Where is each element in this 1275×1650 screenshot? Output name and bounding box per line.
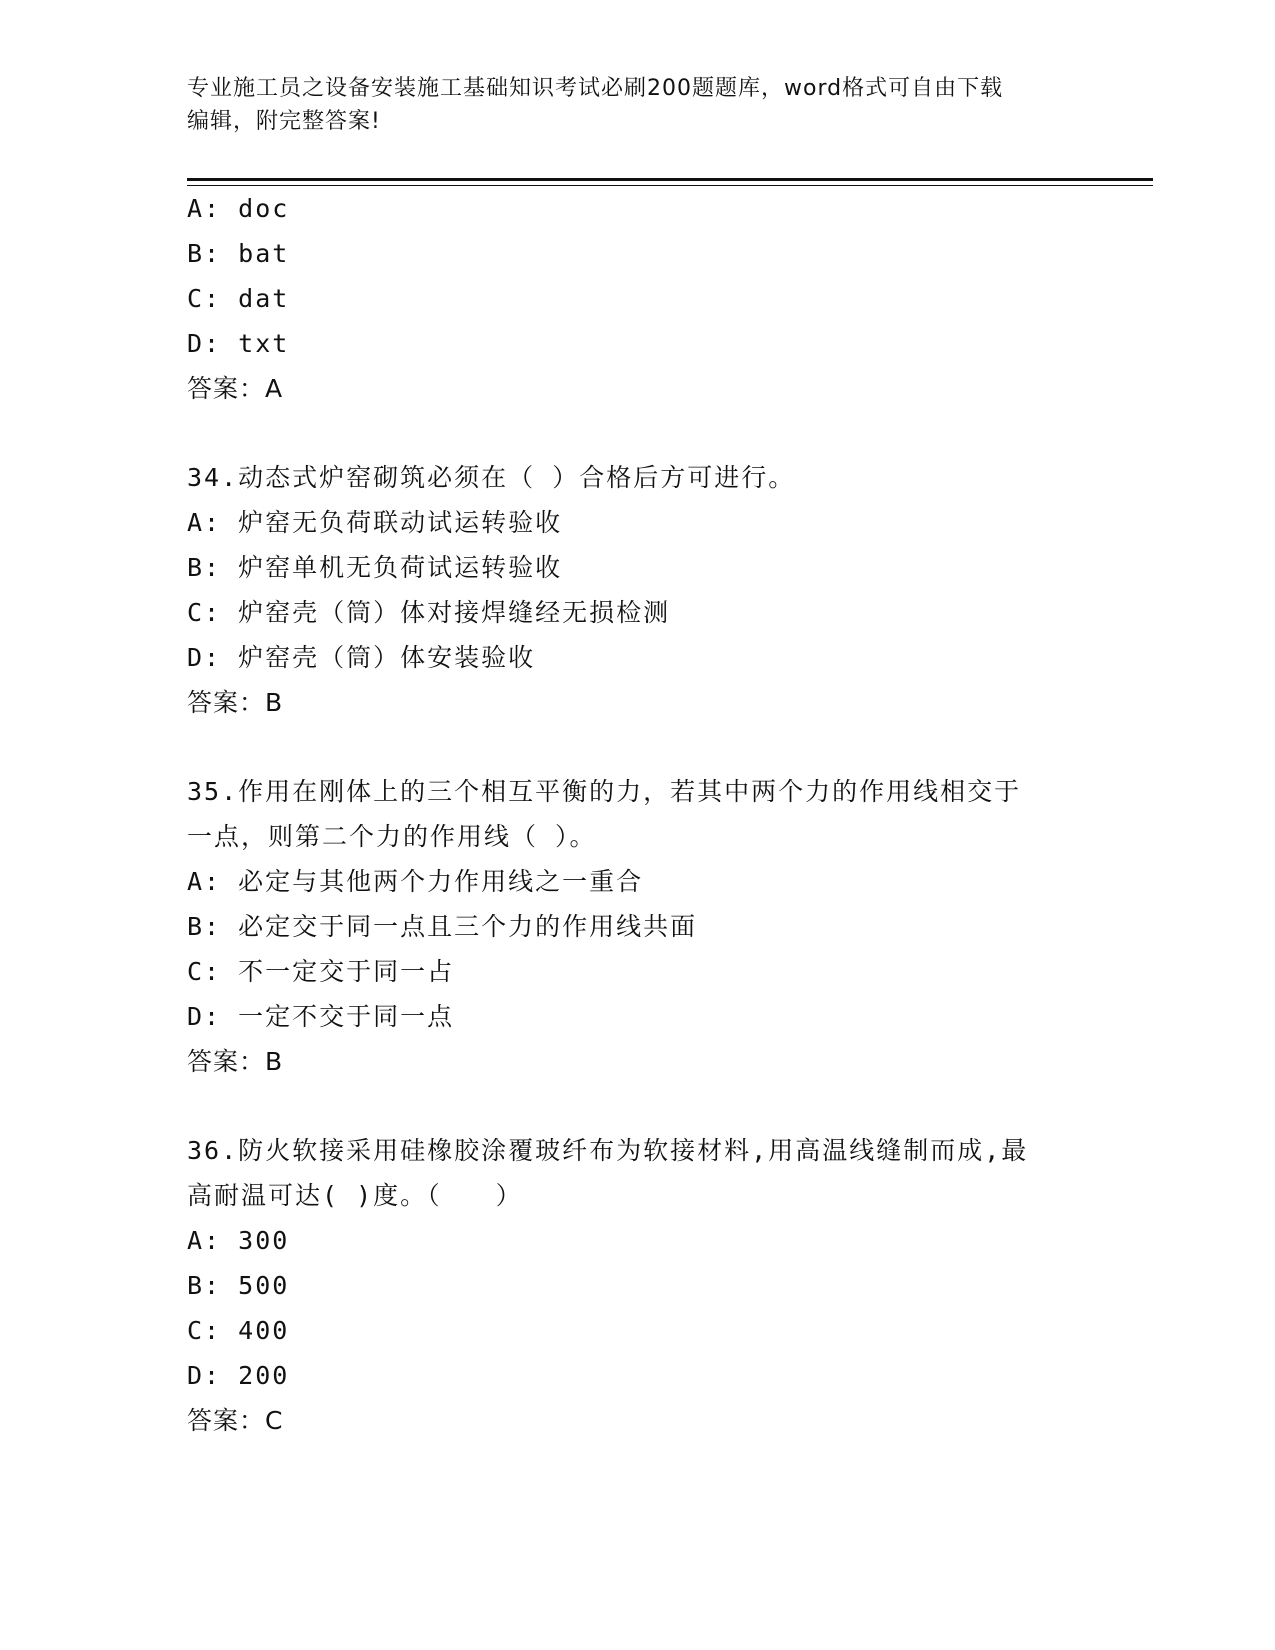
q34-stem: 34.动态式炉窑砌筑必须在（ ）合格后方可进行。 <box>187 463 796 492</box>
q34-option-d: D: 炉窑壳（筒）体安装验收 <box>187 643 536 672</box>
q36-option-a: A: 300 <box>187 1226 290 1255</box>
header-divider-thin <box>187 185 1153 186</box>
q35-option-c: C: 不一定交于同一占 <box>187 957 455 986</box>
q33-option-b: B: bat <box>187 239 290 268</box>
q34-answer: 答案：B <box>187 688 284 717</box>
q35-stem-line-2: 一点，则第二个力的作用线（ ）。 <box>187 822 597 851</box>
q35-option-b: B: 必定交于同一点且三个力的作用线共面 <box>187 912 698 941</box>
q36-option-b: B: 500 <box>187 1271 290 1300</box>
header-title-line-2: 编辑，附完整答案! <box>187 109 381 134</box>
q33-option-d: D: txt <box>187 329 290 358</box>
q35-stem-line-1: 35.作用在刚体上的三个相互平衡的力，若其中两个力的作用线相交于 <box>187 777 1022 806</box>
q34-option-a: A: 炉窑无负荷联动试运转验收 <box>187 508 563 537</box>
q34-option-b: B: 炉窑单机无负荷试运转验收 <box>187 553 563 582</box>
q33-option-a: A: doc <box>187 194 290 223</box>
q35-option-d: D: 一定不交于同一点 <box>187 1002 455 1031</box>
q36-stem-line-1: 36.防火软接采用硅橡胶涂覆玻纤布为软接材料,用高温线缝制而成,最 <box>187 1136 1029 1165</box>
q35-option-a: A: 必定与其他两个力作用线之一重合 <box>187 867 644 896</box>
q35-answer: 答案：B <box>187 1047 284 1076</box>
q34-option-c: C: 炉窑壳（筒）体对接焊缝经无损检测 <box>187 598 671 627</box>
q36-answer: 答案：C <box>187 1406 284 1435</box>
q33-option-c: C: dat <box>187 284 290 313</box>
q36-stem-line-2: 高耐温可达( )度。（ ） <box>187 1181 523 1210</box>
q36-option-d: D: 200 <box>187 1361 290 1390</box>
header-divider-thick <box>187 178 1153 181</box>
document-header <box>187 72 1067 138</box>
header-title-line-1: 专业施工员之设备安装施工基础知识考试必刷200题题库，word格式可自由下载 <box>187 76 1004 101</box>
q33-answer: 答案：A <box>187 374 284 403</box>
q36-option-c: C: 400 <box>187 1316 290 1345</box>
